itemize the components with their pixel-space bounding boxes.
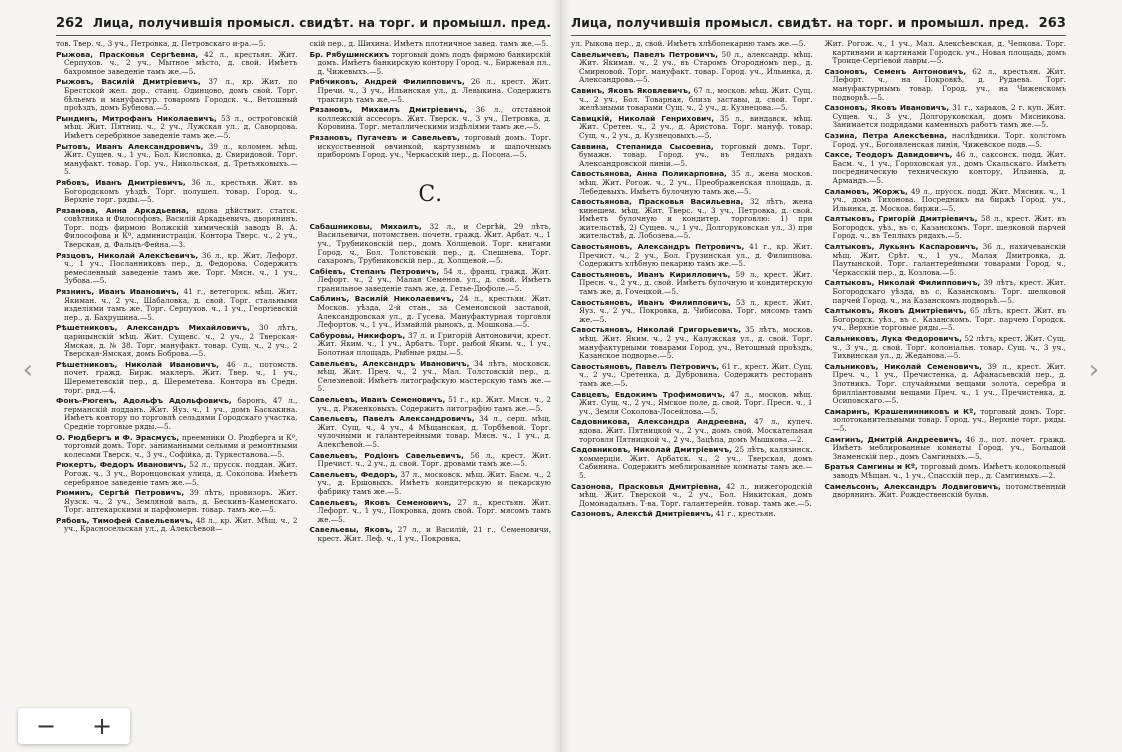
entry-name: Савельевы, Яковъ,	[309, 525, 393, 535]
entry-text: 39 л., коломен. мѣщ. Жит. Сущев. ч., 1 уч., Бол. Кисловка, д. Свиридовой. Торг. мануфакт. товар. Гор. уч., Никольская, д. Третьяковыхъ.—5.	[64, 141, 298, 177]
directory-entry	[571, 51, 813, 85]
entry-text: 27 л., и Василій, 21 г., Семеновичи, крест. Жит. Леф. ч., 1 уч., Покровка,	[317, 525, 551, 543]
right-column-2	[825, 40, 1067, 521]
entry-text: 46 л., пот. почет. гражд. Имѣетъ меблированные комнаты Город. уч., Большой Знаменскій пер., домъ Самгиныхъ.—5.	[832, 434, 1066, 461]
directory-entry	[310, 360, 552, 394]
directory-entry	[56, 51, 298, 77]
entry-text: 36 л., нахичеванскій мѣщ. Жит. Срѣт. ч., 1 уч., Малая Дмитровка, д. Паутынской. Торг. галантерейными товарами Город. ч., Черкасскій пер., д. Козлова.—5.	[832, 242, 1067, 277]
directory-entry	[310, 396, 552, 413]
left-column-1	[56, 40, 298, 546]
entry-text: 41 г., кр. Жит. Пречист. ч., 2 уч., Бол. Грузинская ул., д. Филиппова. Содержитъ хлѣбную пекарню тамъ же.—5.	[579, 242, 813, 269]
entry-text: 37 л., московск. мѣщ. Жит. Басм. ч., 2 уч., д. Ершовыхъ. Имѣетъ кондитерскую и пекарскую фабрику тамъ же.—5.	[317, 469, 551, 496]
entry-name: Рѣшетниковъ, Александръ Михайловичъ,	[56, 323, 250, 333]
entry-text: 41 г., ветегорск. мѣщ. Жит. Якиман. ч., 2 уч., Шабаловка, д. свой. Торг. стальными изделіями тамъ же. Торг. Серпухов. ч., 1 уч., Георгіевскій пер., д. Бахрушина.—5.	[64, 287, 298, 322]
entry-text: 35 лѣтъ, москов. мѣщ. Жит. Яким. ч., 2 уч., Калужская ул., д. свой. Торг. мануфактурными товарами Город. уч., Ветошный проѣздъ, Казанское подворье.—5.	[579, 325, 813, 361]
directory-entry	[310, 526, 552, 543]
entry-name: Савостьянова, Анна Поликарповна,	[571, 169, 727, 179]
zoom-controls	[18, 708, 130, 744]
entry-name: О. Рюдбергъ и Ф. Эрасмусъ,	[56, 432, 180, 442]
directory-entry	[571, 87, 813, 113]
entry-name: Сабіевъ, Степанъ Петровичъ,	[309, 266, 440, 276]
directory-entry	[56, 489, 298, 515]
entry-name: Савостьянова, Прасковья Васильевна,	[571, 197, 744, 207]
directory-entry	[571, 299, 813, 325]
directory-entry	[825, 68, 1067, 102]
directory-entry	[310, 51, 552, 77]
entry-name: Савицкій, Николай Генрихович,	[571, 113, 715, 123]
directory-entry	[571, 483, 813, 509]
entry-name: Рязановъ, Пугачевъ и Савельевъ,	[309, 132, 460, 142]
entry-name: Салтыковъ, Лукьянъ Каспаровичъ,	[824, 242, 979, 252]
right-page-header	[571, 16, 1066, 36]
entry-name: Бр. Рябушинскихъ	[309, 49, 390, 59]
entry-name: Савельевъ, Федоръ,	[309, 469, 398, 479]
directory-entry	[571, 198, 813, 241]
directory-entry	[571, 143, 813, 169]
directory-entry	[825, 243, 1067, 277]
directory-entry	[825, 307, 1067, 333]
entry-name: Салтыковъ, Николай Филипповичъ,	[824, 278, 981, 288]
entry-text: 53 л., крест. Жит. Яуз. ч., 2 уч., Покровка, д. Чибисова. Торг. мясомъ тамъ же.—5.	[579, 297, 813, 324]
directory-entry	[571, 418, 813, 444]
entry-text: 47 л., москов. мѣщ. Жит. Сущ. ч., 2 уч., Ямское поле, д. свой. Торг. Пресн. ч., 1 уч., Земля Соколова-Лосейлова.—5.	[579, 389, 813, 416]
entry-text: баронъ, 47 л., германскій подданъ. Жит. Яуз. ч., 1 уч., домъ Баскакина. Имѣетъ контору по торговлѣ сельдями Городскаго участка, Средніе торговые ряды.—5.	[64, 396, 298, 431]
entry-name: Саввина, Степанида Сысоевна,	[571, 141, 714, 151]
entry-name: Самельсонъ, Александръ Лодвиговичъ,	[824, 481, 1001, 491]
directory-entry	[825, 40, 1067, 66]
entry-text: торговый домъ. Торг. бумажн. товар. Город. уч., въ Теплыхъ рядахъ Александровской линіи.—5.	[579, 141, 813, 168]
directory-entry	[310, 499, 552, 525]
entry-name: Савостьяновъ, Иванъ Кирилловичъ,	[571, 269, 731, 279]
entry-name: Савельевъ, Александръ Ивановичъ,	[309, 358, 470, 368]
directory-entry	[571, 326, 813, 360]
left-page-header	[56, 16, 551, 36]
entry-name: Садовниковъ, Николай Дмитріевичъ,	[571, 445, 732, 455]
entry-name: Садовникова, Александра Андреевна,	[571, 417, 747, 427]
directory-entry	[310, 295, 552, 329]
directory-entry	[825, 436, 1067, 462]
entry-text: 24 л., крестьян. Жит. Москов. уѣзда, 2-й стан., за Семеновской заставой, Александровская ул., д. Гусева. Мануфактурная торговля Лефортов. ч., 1 уч., Измайлій рынокъ, д. Мошкова.—5.	[317, 294, 552, 330]
entry-name: Сабашниковы, Михаилъ,	[309, 221, 422, 231]
directory-entry	[310, 471, 552, 497]
entry-text: торговый домъ. Торг. искусственной овчинкой, картузнымъ и шапочнымъ приборомъ Город. уч., Черкасскій пер., д. Посона.—5.	[317, 132, 551, 160]
entry-text: 53 л., остроговскій мѣщ. Жит. Пятниц. ч., 2 уч., Лужская ул., д. Саворцова. Имѣетъ серебряное заведеніе тамъ же.—5.	[64, 113, 298, 140]
directory-entry	[825, 279, 1067, 305]
left-page-number: 262	[56, 16, 84, 31]
entry-name: Рыжовъ, Василій Дмитріевичъ,	[56, 77, 201, 87]
entry-name: Сазонова, Прасковья Дмитріевна,	[571, 481, 722, 491]
entry-name: Рябовъ, Тимофей Савельевичъ,	[56, 515, 193, 525]
entry-text: 39 лѣтъ, крест. Жит. Богородскаго уѣзда, въ с. Казанскомъ. Торг. шелковой парчей Город. ч., на Казанскомъ подворьѣ.—5.	[832, 278, 1066, 305]
right-page	[561, 0, 1122, 752]
directory-entry	[571, 363, 813, 389]
directory-entry	[310, 268, 552, 294]
entry-text: 65 лѣтъ, крест. Жит. въ Богородск. уѣз., въ с. Казанскомъ. Торг. парчею Городск. уч., Верхніе торговые ряды.—5.	[832, 306, 1066, 333]
entry-text: 35 л., виндавск. мѣщ. Жит. Сретен. ч., 2 уч., д. Аристова. Торг. мануф. товар. Сущ. ч., 2 уч., д. Кузнецовыхъ.—5.	[579, 113, 813, 140]
entry-name: Рюкертъ, Федоръ Ивановичъ,	[56, 460, 187, 470]
directory-entry	[310, 332, 552, 358]
entry-text: вдова дѣйствит. статск. совѣтника и Философовъ, Василій Аркадьевичъ, дворянинъ. Торг. подъ фирмою Волжскій химическій заводъ В. А. Философова и Кº, администрація. Контора Тверс. ч., 2 уч., Тверская, д. Фальцъ-Фейна.—3.	[64, 205, 298, 250]
entry-text: 37 л., кр. Жит. по Брестской жел. дор., станц. Одинцово, домъ свой. Торг. бѣльемъ и мануфактур. товаромъ Городск. ч., Ветошный проѣздъ, домъ Бубнова.—5.	[64, 77, 298, 113]
entry-name: Савельичевъ, Павелъ Петровичъ,	[571, 49, 719, 59]
entry-text: 34 лѣтъ, московск. мѣщ. Жит. Преч. ч., 2 уч., Мал. Толстовскій пер., д. Селезневой. Имѣетъ литографскую мастерскую тамъ же.—5.	[317, 358, 551, 394]
entry-text: 50 л., александр. мѣщ. Жит. Якиман. ч., 2 уч., въ Старомъ Огородномъ пер., д. Смирновой. Торг. мануфакт. товар. Город. уч., Ильинка, д. Александрова.—5.	[579, 49, 813, 85]
entry-text: 36 л., крестьян. Жит. въ Богородскомъ уѣздѣ. Торг. полушел. товар. Город. ч., Верхніе торг. ряды.—5.	[64, 177, 298, 205]
entry-name: Самгинъ, Дмитрій Андреевичъ,	[824, 434, 962, 444]
directory-entry	[825, 151, 1067, 185]
entry-name: Саксе, Теодоръ Давидовичъ,	[824, 150, 953, 160]
entry-text: 37 л. и Григорій Антоновичи, крест. Жит. Яким. ч., 1 уч., Арбатъ. Торг. рыбой Яким. ч., 1 уч., Болотная площадь, Рыбные ряды.—5.	[317, 330, 551, 358]
directory-entry	[310, 452, 552, 469]
directory-entry	[56, 361, 298, 395]
entry-text: 31 г., харьков. 2 г. куп. Жит. Сущев. ч., 3 уч., Долгоруковская, домъ Мясникова. Занимается подрядами каменныхъ работъ тамъ же.—5.	[832, 103, 1066, 130]
directory-entry	[56, 115, 298, 141]
entry-text: 49 л., прусск. подд. Жит. Мясник. ч., 1 уч., домъ Тихонова. Посредникъ на биржѣ Город. уч., Ильинка, д. Москов. биржи.—5.	[832, 186, 1067, 213]
directory-entry	[56, 434, 298, 460]
directory-entry	[571, 391, 813, 417]
entry-name: Савельевъ, Павелъ Александровичъ,	[309, 414, 475, 424]
directory-entry	[56, 397, 298, 431]
entry-text: 39 лѣтъ, провизоръ. Жит. Яузск. ч., 2 уч., Земляной валъ, д. Бескинъ-Каменскаго. Торг. аптекарскими и парфюмерн. товар. тамъ же.—5.	[64, 488, 298, 515]
entry-text: 32 л., и Сергѣй, 29 лѣтъ, Васильевичи, потомствен. почетн. гражд. Жит. Арбат. ч., 1 уч., Трубниковскій пер., домъ Холщевой. Торг. книгами Город. ч., Бол. Толстовскій пер., д. Спешнева. Торг. сахаромъ, Трубниковскій пер., д. Холщевой.—5.	[317, 221, 551, 266]
directory-entry	[571, 243, 813, 269]
entry-text: 32 лѣтъ, жена кинешем. мѣщ. Жит. Тверс. ч., 3 уч., Петровка, д. свой. Имѣетъ булочную и кондитер. торговлю: 1) при жительствѣ, 2) Сущев. ч., 1 уч., Долгоруковская ул., 3) при жительствѣ, д. Лобозева.—5.	[579, 197, 813, 241]
entry-text: 52 лѣтъ, крест. Жит. Сущ. ч., 3 уч., д. свой. Торг. колоніальн. товар. Сущ. ч., 3 уч., Тихвинская ул., д. Жеданова.—5.	[832, 334, 1066, 361]
right-page-number: 263	[1038, 16, 1066, 31]
entry-text: 35 л., жена москов. мѣщ. Жит. Рогож. ч., 2 уч., Преображенская площадь, д. Лебедевыхъ. Имѣетъ булочную тамъ же.—5.	[579, 169, 813, 196]
entry-text: потомственный дворянинъ. Жит. Рождественскій бульв.	[832, 481, 1066, 500]
section-letter: С.	[418, 181, 443, 207]
directory-entry	[571, 40, 813, 49]
entry-name: Сазоновъ, Яковъ Ивановичъ,	[824, 103, 950, 113]
directory-entry	[571, 115, 813, 141]
entry-text: 54 л., франц. гражд. Жит. Лефорт. ч., 2 уч., Малая Семенов. ул., д. свой. Имѣетъ гранильное заведеніе тамъ же, д. Гетье-Дюфоле.—5.	[317, 266, 551, 293]
entry-text: 52 л., прусск. поддан. Жит. Рогож. ч., 3 уч., Воронцовская улица, д. Соколова. Имѣетъ серебряное заведеніе тамъ же.—5.	[64, 460, 298, 487]
entry-text: 47 л., купеч. вдова. Жит. Пятницкой ч., 2 уч., домъ свой. Москательная торговля Пятницкой ч., 2 уч., Зацѣпа, домъ Мышкова.—2.	[579, 417, 813, 444]
entry-name: Савельевъ, Иванъ Семеновичъ,	[309, 395, 446, 404]
left-column-2-top	[310, 40, 552, 160]
prev-page-chevron-icon[interactable]: ‹	[22, 355, 34, 385]
entry-name: Савцевъ, Евдокимъ Трофимовичъ,	[571, 389, 726, 399]
directory-entry	[825, 104, 1067, 130]
right-page-title: Лица, получившія промысл. свидѣт. на торг. и промышл. пред.	[571, 16, 1030, 30]
entry-name: Савостьяновъ, Николай Григорьевичъ,	[571, 325, 741, 335]
entry-text: торговый домъ. Торг. золотоканительными товар. Город. уч., Верхніе торг. ряды.—5.	[832, 406, 1066, 433]
directory-entry	[825, 483, 1067, 500]
entry-name: Савостьяновъ, Александръ Петровичъ,	[571, 242, 745, 252]
zoom-out-button[interactable]: −	[24, 710, 68, 742]
directory-entry	[825, 132, 1067, 149]
directory-entry	[825, 335, 1067, 361]
entry-name: Братья Самгины и Кº,	[824, 462, 918, 472]
directory-entry	[56, 324, 298, 358]
entry-text: 42 л., крестьян. Жит. Серпухов. ч., 2 уч., Мытное мѣсто, д. свой. Имѣетъ бахромное заведеніе тамъ же.—5.	[64, 49, 298, 76]
directory-entry	[571, 271, 813, 297]
next-page-chevron-icon[interactable]: ›	[1088, 355, 1100, 385]
entry-name: Фонъ-Рюгенъ, Адольфъ Адольфовичъ,	[56, 396, 232, 406]
entry-text: Жит. Рогож. ч., 1 уч., Мал. Алексѣевская, д. Чепкова. Торг. картинами и картинами Городск. уч., Новая площадь, домъ Троице-Сергіевой лавры.—5.	[824, 39, 1066, 66]
entry-text: преемники О. Рюдберга и Кº, торговый домъ. Торг. заниманными сельями и ремонтными колесами Тверск. ч., 3 уч., Софійка, д. Туркестанова.—5.	[64, 432, 298, 459]
directory-entry	[56, 179, 298, 205]
entry-name: Рязцовъ, Николай Алексѣевичъ,	[56, 250, 199, 260]
directory-entry	[56, 288, 298, 322]
directory-entry	[56, 252, 298, 286]
entry-text: 42 л., нижегородскій мѣщ. Жит. Тверской ч., 2 уч., Бол. Никитская, домъ Домонадальнъ. Т-ва. Торг. галантерейн. товар. тамъ же.—5.	[579, 481, 813, 508]
entry-text: 34 л., серп. мѣщ. Жит. Сущ. ч., 4 уч., 4 Мѣщанская, д. Торбѣевой. Торг. чулочными и галантерейными товар. Мясн. ч., 1 уч., д. Алексѣевой.—5.	[317, 414, 551, 449]
left-page-title: Лица, получившія промысл. свидѣт. на торг. и промышл. пред.	[92, 16, 551, 30]
entry-text: 48 л., кр. Жит. Мѣщ. ч., 2 уч., Красносельская ул., д. Алексѣевой—	[64, 515, 298, 534]
directory-entry	[56, 517, 298, 534]
entry-name: Сазина, Петра Алексѣевна,	[824, 130, 947, 140]
entry-text: 27 л., крестьян. Жит. Лефорт. ч., 1 уч., Покровка, домъ свой. Торг. мясомъ тамъ же.—5.	[317, 497, 551, 524]
entry-name: Салтыковъ, Яковъ Дмитріевичъ,	[824, 306, 967, 316]
entry-name: Рязнинъ, Иванъ Ивановичъ,	[56, 287, 180, 297]
entry-text: 26 л., крест. Жит. Пречи. ч., 3 уч., Ильинская ул., д. Левыкина. Содержитъ трактиръ тамъ же.—5.	[317, 77, 551, 104]
entry-name: Рѣшетниковъ, Николай Ивановичъ,	[56, 359, 219, 369]
entry-name: Рябчиковъ, Андрей Филипповичъ,	[309, 77, 465, 87]
entry-name: Салтыковъ, Григорій Дмитріевичъ,	[824, 214, 978, 224]
left-column-2	[310, 40, 552, 546]
entry-name: Сальниковъ, Лука Федоровичъ,	[824, 334, 962, 343]
entry-text: скій пер., д. Шихина. Имѣетъ плотничное завед. тамъ же.—5.	[309, 39, 549, 48]
directory-entry	[571, 170, 813, 196]
directory-entry	[56, 461, 298, 487]
entry-text: 39 л., крест. Жит. Преч. ч., 1 уч., Пречистенка, д. Афанасьевскій пер., д. Злотникъ. Торг. случайными вещами золота, серебра и брилліантовыми вещами Преч. ч., 1 уч., Пречистенка, д. Осиповскаго.—5.	[832, 361, 1066, 406]
directory-entry	[310, 415, 552, 449]
entry-text: 59 л., крест. Жит. Пресн. ч., 2 уч., д. свой. Имѣетъ булочную и кондитерскую тамъ же, д. Гочецкой.—5.	[579, 269, 813, 297]
entry-name: Саламовъ, Жоржъ,	[824, 186, 908, 196]
directory-entry	[56, 207, 298, 250]
entry-name: Самаринъ, Крашенинниковъ и Кº,	[824, 406, 977, 416]
entry-name: Рязановъ, Михаилъ Дмитріевичъ,	[309, 105, 467, 115]
right-column-1	[571, 40, 813, 521]
entry-text: 51 г., кр. Жит. Мясн. ч., 2 уч., д. Ряженковыхъ. Содержитъ литографію тамъ же.—5.	[317, 395, 551, 413]
directory-entry	[56, 40, 298, 49]
left-column-2-bottom	[310, 223, 552, 544]
entry-name: Рябовъ, Иванъ Дмитріевичъ,	[56, 177, 186, 187]
entry-text: 36 л., отставной коллежскій ассесоръ. Жит. Тверск. ч., 3 уч., Петровка, д. Коровина. Торг. металлическими издѣліями тамъ же.—5.	[317, 105, 551, 132]
directory-entry	[310, 223, 552, 266]
entry-text: ул. Рыкова пер., д. свой. Имѣетъ хлѣбопекарню тамъ же.—5.	[571, 39, 806, 48]
entry-text: 46 л., потомств. почет. гражд. Бирж. маклеръ. Жит. Твер. ч., 1 уч., Шереметевскій пер., д. Шереметева. Контора въ Средн. торг. ряд.—4.	[64, 359, 298, 395]
directory-entry	[571, 510, 813, 519]
entry-text: 56 л., крест. Жит. Пречист. ч., 2 уч., д. свой. Торг. дровами тамъ же.—5.	[317, 450, 551, 469]
entry-text: 58 л., крест. Жит. въ Богородск. уѣз., въ с. Казанскомъ. Торг. шелковой парчей Город. ч., въ Теплыхъ рядахъ.—5.	[832, 214, 1066, 241]
entry-name: Рязанова, Анна Аркадьевна,	[56, 205, 189, 215]
entry-name: Сальниковъ, Николай Семеновичъ,	[824, 361, 982, 371]
entry-name: Савостьяновъ, Иванъ Филипповичъ,	[571, 297, 731, 307]
directory-entry	[310, 106, 552, 132]
entry-text: 67 л., москов. мѣщ. Жит. Сущ. ч., 2 уч., Бол. Товарная, близъ заставы, д. свой. Торг. желѣзными товарами Сущ. ч., 2 уч., д. Кузнецова.—5.	[579, 85, 813, 113]
entry-name: Савинъ, Яковъ Яковлевичъ,	[571, 85, 691, 95]
entry-name: Савостьяновъ, Павелъ Петровичъ,	[571, 361, 720, 371]
directory-entry	[310, 134, 552, 160]
directory-entry	[825, 215, 1067, 241]
entry-text: 62 л., крестьян. Жит. Лефорт. ч., на Покровкѣ, д. Рудаева. Торг. мануфактурнымъ товар. Город. уч., на Чижевскомъ подворьѣ.—5.	[832, 66, 1066, 102]
directory-entry	[571, 446, 813, 480]
entry-name: Савельевъ, Яковъ Семеновичъ,	[309, 497, 452, 507]
entry-name: Рыжова, Прасковья Сергѣевна,	[56, 49, 199, 59]
entry-name: Рытовъ, Иванъ Александровичъ,	[56, 141, 204, 151]
entry-text: 25 лѣтъ, калязинск. коммерціи. Жит. Арбатск. ч., 2 уч., Тверская, домъ Сабинина. Содержитъ меблированные комнаты тамъ же.—5.	[579, 445, 813, 480]
entry-text: наслѣдники. Торг. холстомъ Город. уч., Богоявленская линія, Чижевское подв.—5.	[832, 130, 1066, 149]
directory-entry	[825, 363, 1067, 406]
entry-name: Рындинъ, Митрофанъ Николаевичъ,	[56, 113, 217, 123]
directory-entry	[310, 78, 552, 104]
entry-text: 46 л., саксонск. подд. Жит. Басм. ч., 1 уч., Гороховская ул., домъ Скальскаго. Имѣетъ посредническую техническую контору, Ильинка, д. Армандъ.—5.	[832, 150, 1067, 185]
entry-text: 30 лѣтъ, царицынскій мѣщ. Жит. Сущевс. ч., 2 уч., 2 Тверская-Ямская, д. № 38. Торг. мануфакт. товар. Сущ. ч., 2 уч., 2 Тверская-Ямская, домъ Боброва.—5.	[64, 323, 298, 359]
entry-text: торговый домъ. Имѣетъ колокольный заводъ Мѣщан. ч., 1 уч., Спасскій пер., д. Самгиныхъ.—2.	[832, 462, 1067, 480]
directory-entry	[825, 188, 1067, 214]
directory-entry	[56, 78, 298, 112]
entry-text: торговый домъ подъ фирмою банкирскій домъ. Имѣетъ банкирскую контору Город. ч., Биржевая пл., д. Чижевыхъ.—5.	[317, 49, 551, 76]
entry-name: Рюминъ, Сергѣй Петровичъ,	[56, 488, 185, 498]
entry-name: Савельевъ, Родіонъ Савельевичъ,	[309, 450, 464, 460]
entry-text: тов. Твер. ч., 3 уч., Петровка, д. Петровскаго и-ра.—5.	[56, 39, 266, 48]
entry-text: 41 г., крестьян.	[715, 509, 776, 519]
zoom-in-button[interactable]: +	[80, 710, 124, 742]
directory-entry	[825, 463, 1067, 480]
directory-entry	[825, 408, 1067, 434]
entry-name: Сазоновъ, Алексѣй Дмитріевичъ,	[571, 509, 714, 519]
directory-entry	[310, 40, 552, 49]
directory-entry	[56, 143, 298, 177]
entry-text: 36 л., кр. Жит. Лефорт. ч., 1 уч., Посланниковъ пер., д. Федорова. Содержитъ ремесленный заведеніе тамъ же. Торг. Мясн. ч., 1 уч., Зубова.—5.	[64, 250, 298, 286]
entry-name: Саблинъ, Василій Николаевичъ,	[309, 294, 454, 304]
entry-text: 61 г., крест. Жит. Сущ. ч., 2 уч., Сретенка, д. Дубровина. Содержитъ ресторанъ тамъ же.—5.	[579, 361, 813, 388]
entry-name: Сабуровы, Никифоръ,	[309, 330, 406, 340]
entry-name: Сазоновъ, Семенъ Антоновичъ,	[824, 66, 967, 76]
